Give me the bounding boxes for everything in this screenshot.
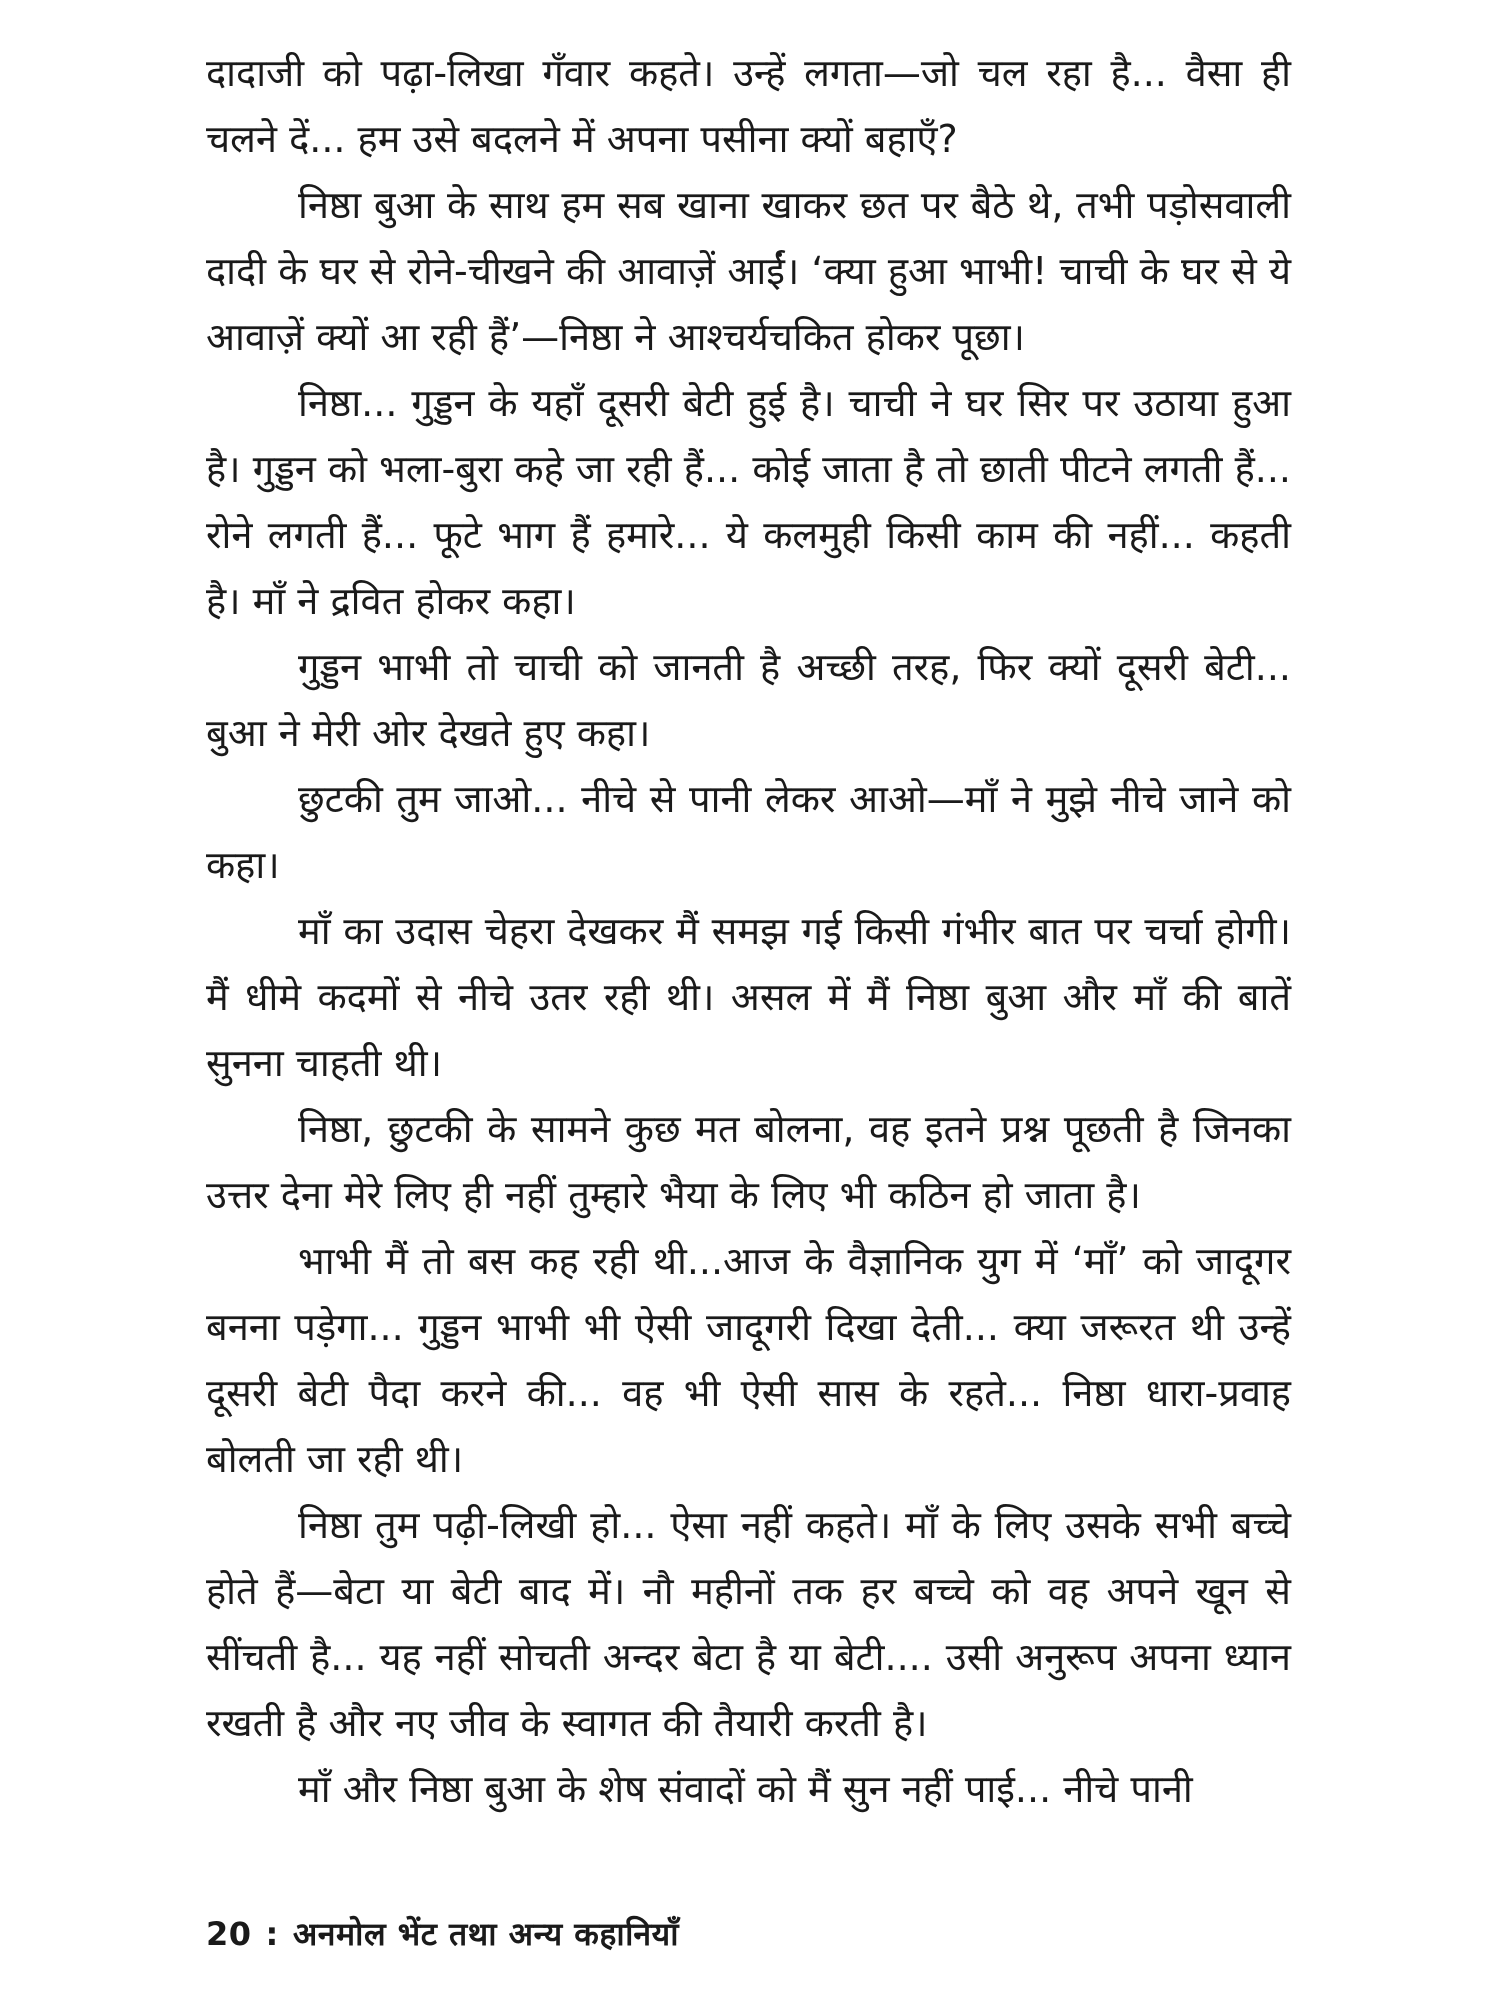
page-body <box>206 40 1291 1822</box>
paragraph-8: भाभी मैं तो बस कह रही थी...आज के वैज्ञानिक युग में ‘माँ’ को जादूगर बनना पड़ेगा... गुड्डन भाभी भी ऐसी जादूगरी दिखा देती... क्या जरूरत थी उन्हें दूसरी बेटी पैदा करने की... वह भी ऐसी सास के रहते... निष्ठा धारा-प्रवाह बोलती जा रही थी। <box>206 1239 1291 1481</box>
page-number: 20 <box>206 1915 252 1953</box>
book-title: अनमोल भेंट तथा अन्य कहानियाँ <box>292 1915 680 1953</box>
page-footer <box>206 1912 679 1955</box>
paragraph-10: माँ और निष्ठा बुआ के शेष संवादों को मैं सुन नहीं पाई... नीचे पानी <box>298 1767 1193 1811</box>
paragraph-5: छुटकी तुम जाओ... नीचे से पानी लेकर आओ—माँ ने मुझे नीचे जाने को कहा। <box>206 777 1291 887</box>
paragraph-9: निष्ठा तुम पढ़ी-लिखी हो... ऐसा नहीं कहते। माँ के लिए उसके सभी बच्चे होते हैं—बेटा या बेटी बाद में। नौ महीनों तक हर बच्चे को वह अपने खून से सींचती है... यह नहीं सोचती अन्दर बेटा है या बेटी.... उसी अनुरूप अपना ध्यान रखती है और नए जीव के स्वागत की तैयारी करती है। <box>206 1503 1291 1745</box>
paragraph-6: माँ का उदास चेहरा देखकर मैं समझ गई किसी गंभीर बात पर चर्चा होगी। मैं धीमे कदमों से नीचे उतर रही थी। असल में मैं निष्ठा बुआ और माँ की बातें सुनना चाहती थी। <box>206 909 1291 1085</box>
footer-separator: : <box>265 1915 279 1953</box>
paragraph-7: निष्ठा, छुटकी के सामने कुछ मत बोलना, वह इतने प्रश्न पूछती है जिनका उत्तर देना मेरे लिए ही नहीं तुम्हारे भैया के लिए भी कठिन हो जाता है। <box>206 1107 1291 1217</box>
paragraph-4: गुड्डन भाभी तो चाची को जानती है अच्छी तरह, फिर क्यों दूसरी बेटी... बुआ ने मेरी ओर देखते हुए कहा। <box>206 645 1291 755</box>
paragraph-1: दादाजी को पढ़ा-लिखा गँवार कहते। उन्हें लगता—जो चल रहा है... वैसा ही चलने दें... हम उसे बदलने में अपना पसीना क्यों बहाएँ? <box>206 51 1291 161</box>
paragraph-3: निष्ठा... गुड्डन के यहाँ दूसरी बेटी हुई है। चाची ने घर सिर पर उठाया हुआ है। गुड्डन को भला-बुरा कहे जा रही हैं... कोई जाता है तो छाती पीटने लगती हैं... रोने लगती हैं... फूटे भाग हैं हमारे... ये कलमुही किसी काम की नहीं... कहती है। माँ ने द्रवित होकर कहा। <box>206 381 1291 623</box>
paragraph-2: निष्ठा बुआ के साथ हम सब खाना खाकर छत पर बैठे थे, तभी पड़ोसवाली दादी के घर से रोने-चीखने की आवाज़ें आईं। ‘क्या हुआ भाभी! चाची के घर से ये आवाज़ें क्यों आ रही हैं’—निष्ठा ने आश्चर्यचकित होकर पूछा। <box>206 183 1291 359</box>
